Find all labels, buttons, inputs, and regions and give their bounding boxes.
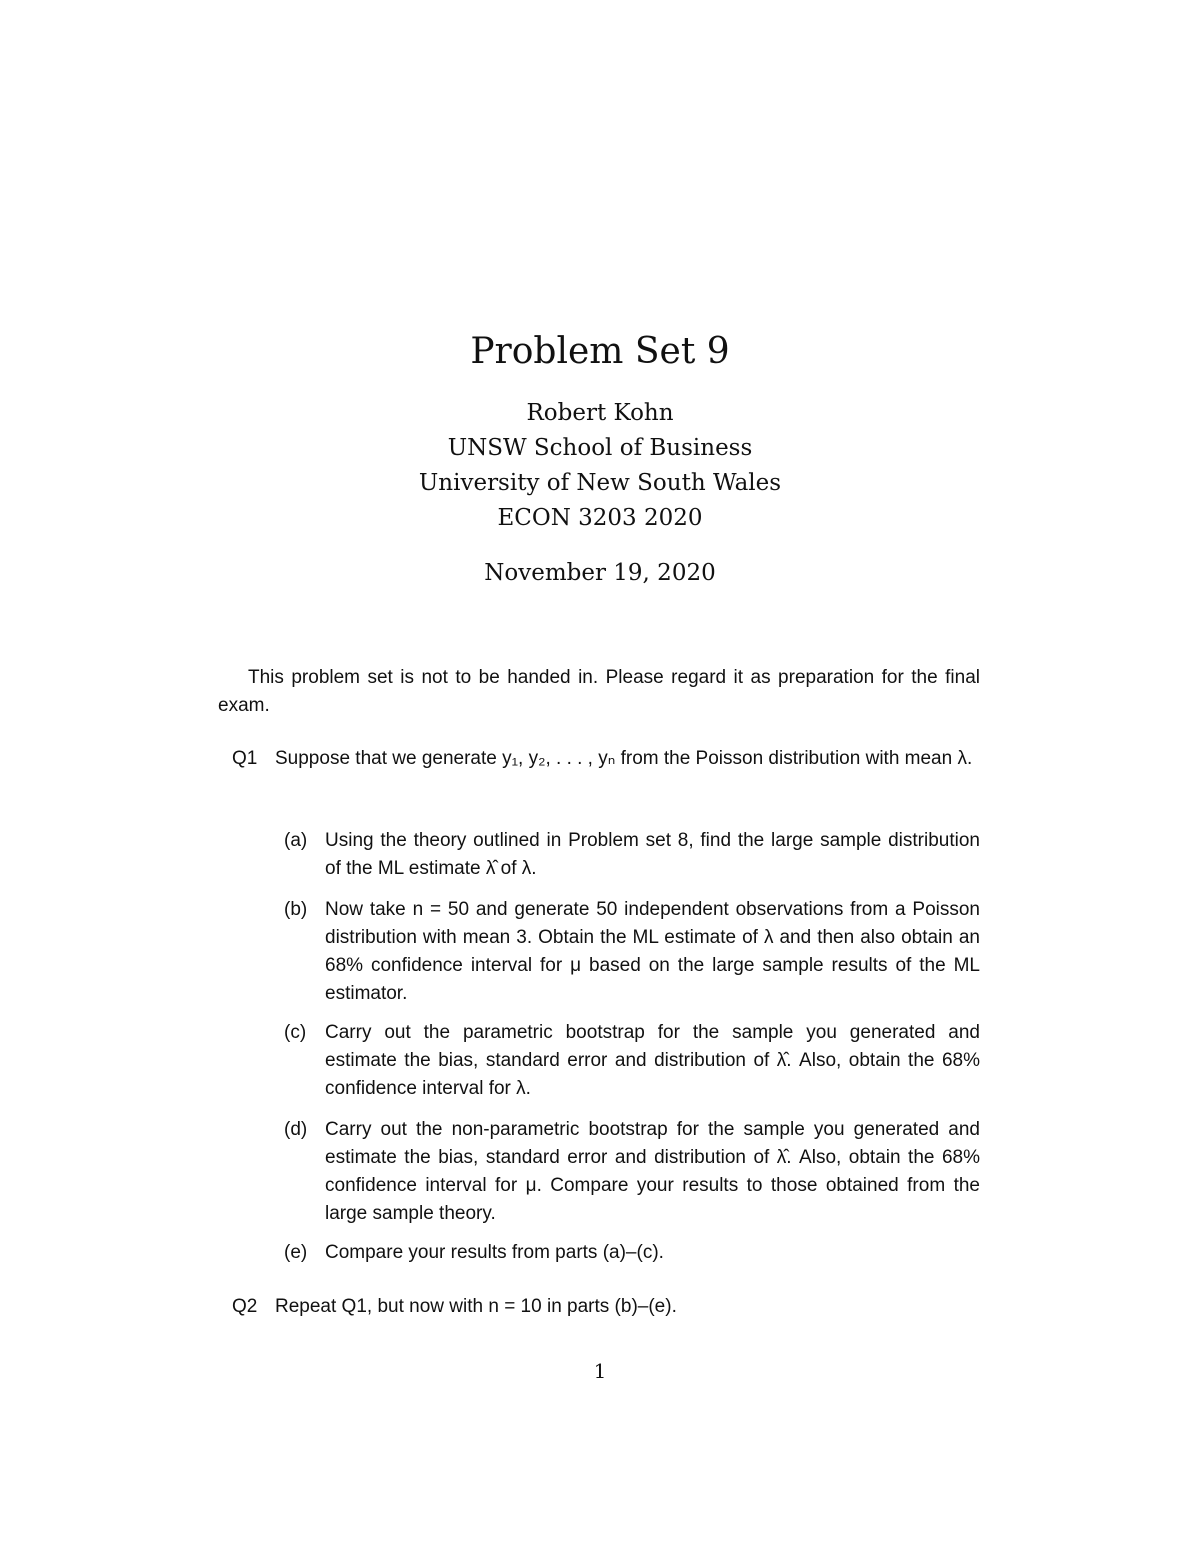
part-label: (c) bbox=[284, 1022, 307, 1043]
question-1-part-b bbox=[284, 896, 980, 1008]
page-number: 1 bbox=[593, 1359, 607, 1383]
part-label: (d) bbox=[284, 1119, 308, 1140]
school-name: UNSW School of Business bbox=[447, 435, 753, 461]
part-text: Compare your results from parts (a)–(c). bbox=[325, 1242, 664, 1263]
question-2 bbox=[232, 1293, 980, 1321]
title-block bbox=[0, 328, 1200, 591]
question-1-part-e bbox=[284, 1239, 980, 1267]
document-date: November 19, 2020 bbox=[484, 560, 716, 586]
document-title: Problem Set 9 bbox=[470, 331, 730, 372]
intro-paragraph: This problem set is not to be handed in. Please regard it as preparation for the final exam. bbox=[218, 667, 980, 716]
question-label: Q2 bbox=[232, 1296, 258, 1317]
question-1-part-c bbox=[284, 1019, 980, 1103]
author-name: Robert Kohn bbox=[526, 400, 674, 426]
part-text: Now take n = 50 and generate 50 independent observations from a Poisson distribution with mean 3. Obtain the ML estimate of λ and then also obtain an 68% confidence interval for μ based on the large sample results of the ML estimator. bbox=[325, 899, 980, 1004]
part-text: Carry out the parametric bootstrap for the sample you generated and estimate the bias, standard error and distribution of λ̂. Also, obtain the 68% confidence interval for λ. bbox=[325, 1022, 980, 1099]
university-name: University of New South Wales bbox=[418, 470, 782, 496]
course-code: ECON 3203 2020 bbox=[497, 505, 703, 531]
part-label: (e) bbox=[284, 1242, 308, 1263]
part-text: Using the theory outlined in Problem set 8, find the large sample distribution of the ML estimate λ̂ of λ. bbox=[325, 830, 980, 879]
question-1-part-a bbox=[284, 827, 980, 883]
question-text: Suppose that we generate y₁, y₂, . . . , yₙ from the Poisson distribution with mean λ. bbox=[275, 748, 973, 769]
question-1 bbox=[232, 745, 980, 773]
part-label: (b) bbox=[284, 899, 308, 920]
question-text: Repeat Q1, but now with n = 10 in parts (b)–(e). bbox=[275, 1296, 677, 1317]
part-label: (a) bbox=[284, 830, 308, 851]
question-1-part-d bbox=[284, 1116, 980, 1228]
question-label: Q1 bbox=[232, 748, 258, 769]
part-text: Carry out the non-parametric bootstrap for the sample you generated and estimate the bias, standard error and distribution of λ̂. Also, obtain the 68% confidence interval for μ. Compare your results to those obtained from the large sample theory. bbox=[325, 1119, 980, 1224]
